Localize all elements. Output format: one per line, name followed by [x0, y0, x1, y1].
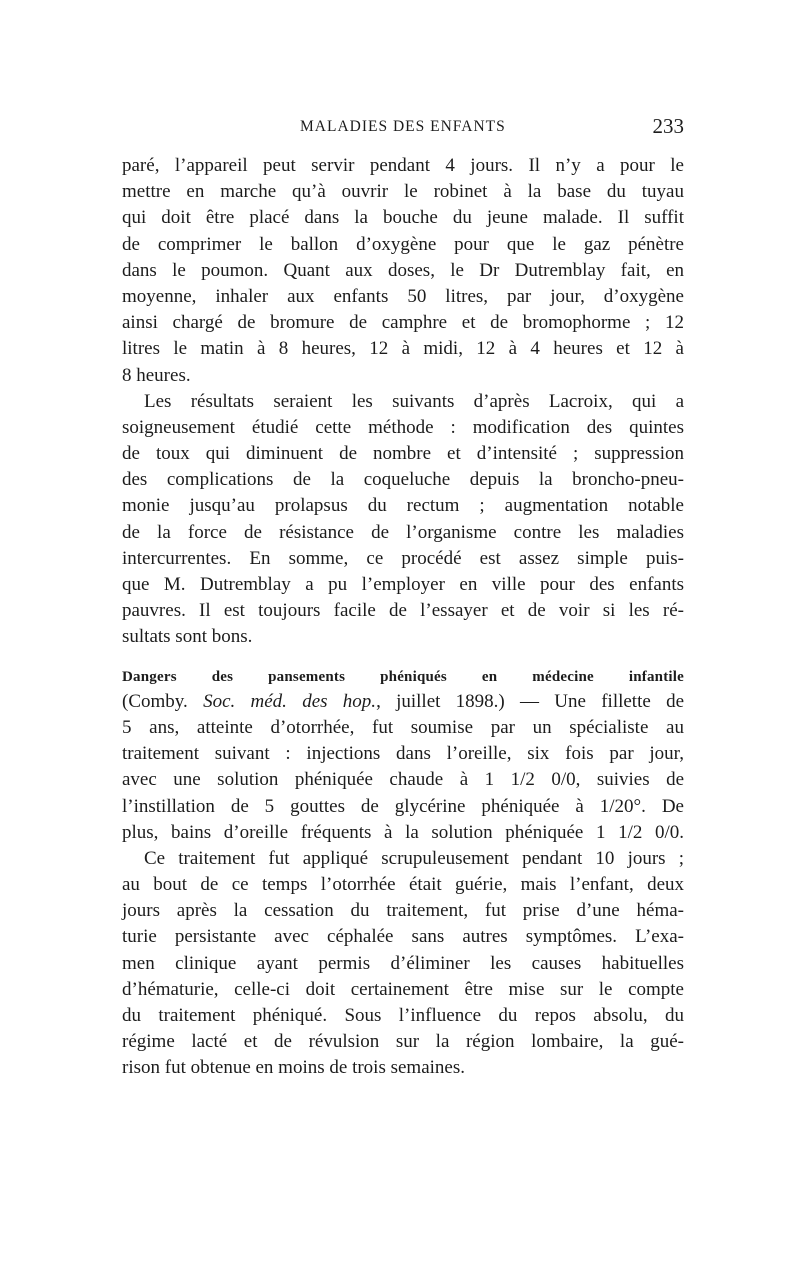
text-line: soigneusement étudié cette méthode : modification des quintes — [122, 416, 684, 438]
text-line: moyenne, inhaler aux enfants 50 litres, par jour, d’oxygène — [122, 285, 684, 307]
citation-line — [122, 689, 684, 715]
text-line: de comprimer le ballon d’oxygène pour que le gaz pénètre — [122, 233, 684, 255]
page-header — [122, 114, 684, 142]
text-line: intercurrentes. En somme, ce procédé est assez simple puis- — [122, 547, 684, 569]
text-line: monie jusqu’au prolapsus du rectum ; augmentation notable — [122, 495, 684, 517]
section-phenic-dressings — [122, 663, 684, 1082]
citation-open: (Comby. — [122, 690, 204, 712]
text-line: litres le matin à 8 heures, 12 à midi, 12 à 4 heures et 12 à — [122, 338, 684, 360]
text-line: au bout de ce temps l’otorrhée était guérie, mais l’enfant, deux — [122, 874, 684, 896]
text-line: qui doit être placé dans la bouche du jeune malade. Il suffit — [122, 207, 684, 229]
text-line: men clinique ayant permis d’éliminer les causes habituelles — [122, 952, 684, 974]
citation-source: Soc. méd. des hop. — [203, 690, 377, 712]
page-number: 233 — [652, 114, 684, 138]
text-line: de toux qui diminuent de nombre et d’intensité ; suppression — [122, 443, 684, 465]
text-line: des complications de la coqueluche depuis la broncho-pneu- — [122, 469, 684, 491]
text-line: Ce traitement fut appliqué scrupuleusement pendant 10 jours ; — [144, 847, 684, 869]
text-line: sultats sont bons. — [122, 626, 253, 648]
section-heading: Dangers des pansements phéniqués en médecine infantile — [122, 668, 684, 685]
text-line: rison fut obtenue en moins de trois semaines. — [122, 1057, 465, 1079]
paragraph-oxygen-apparatus — [122, 153, 684, 389]
text-line: du traitement phéniqué. Sous l’influence du repos absolu, du — [122, 1005, 684, 1026]
text-line: l’instillation de 5 gouttes de glycérine phéniquée à 1/20°. De — [122, 795, 684, 817]
text-line: avec une solution phéniquée chaude à 1 1/2 0/0, suivies de — [122, 769, 684, 791]
body-text — [122, 153, 684, 1082]
section-spacer — [122, 651, 684, 663]
section-heading-line — [122, 663, 684, 689]
text-line: 8 heures. — [122, 364, 191, 386]
text-line: Les résultats seraient les suivants d’après Lacroix, qui a — [144, 390, 684, 412]
text-line: pauvres. Il est toujours facile de l’essayer et de voir si les ré- — [122, 600, 684, 622]
text-line: mettre en marche qu’à ouvrir le robinet à la base du tuyau — [122, 181, 684, 203]
text-line: d’hématurie, celle-ci doit certainement être mise sur le compte — [122, 978, 684, 1000]
paragraph-results — [122, 389, 684, 651]
text-line: de la force de résistance de l’organisme contre les maladies — [122, 521, 684, 543]
text-line: plus, bains d’oreille fréquents à la solution phéniquée 1 1/2 0/0. — [122, 821, 684, 843]
citation-rest: , juillet 1898.) — Une fillette de — [376, 690, 685, 712]
text-line: régime lacté et de révulsion sur la région lombaire, la gué- — [122, 1031, 684, 1053]
text-line: turie persistante avec céphalée sans autres symptômes. L’exa- — [122, 926, 684, 948]
text-line: dans le poumon. Quant aux doses, le Dr Dutremblay fait, en — [122, 259, 684, 281]
text-line: 5 ans, atteinte d’otorrhée, fut soumise par un spécialiste au — [122, 716, 684, 738]
text-line: paré, l’appareil peut servir pendant 4 jours. Il n’y a pour le — [122, 155, 684, 176]
text-line: jours après la cessation du traitement, fut prise d’une héma- — [122, 900, 684, 922]
text-line: que M. Dutremblay a pu l’employer en ville pour des enfants — [122, 574, 684, 595]
text-line: traitement suivant : injections dans l’oreille, six fois par jour, — [122, 743, 684, 765]
running-title: MALADIES DES ENFANTS — [300, 118, 506, 135]
text-line: ainsi chargé de bromure de camphre et de bromophorme ; 12 — [122, 312, 684, 334]
